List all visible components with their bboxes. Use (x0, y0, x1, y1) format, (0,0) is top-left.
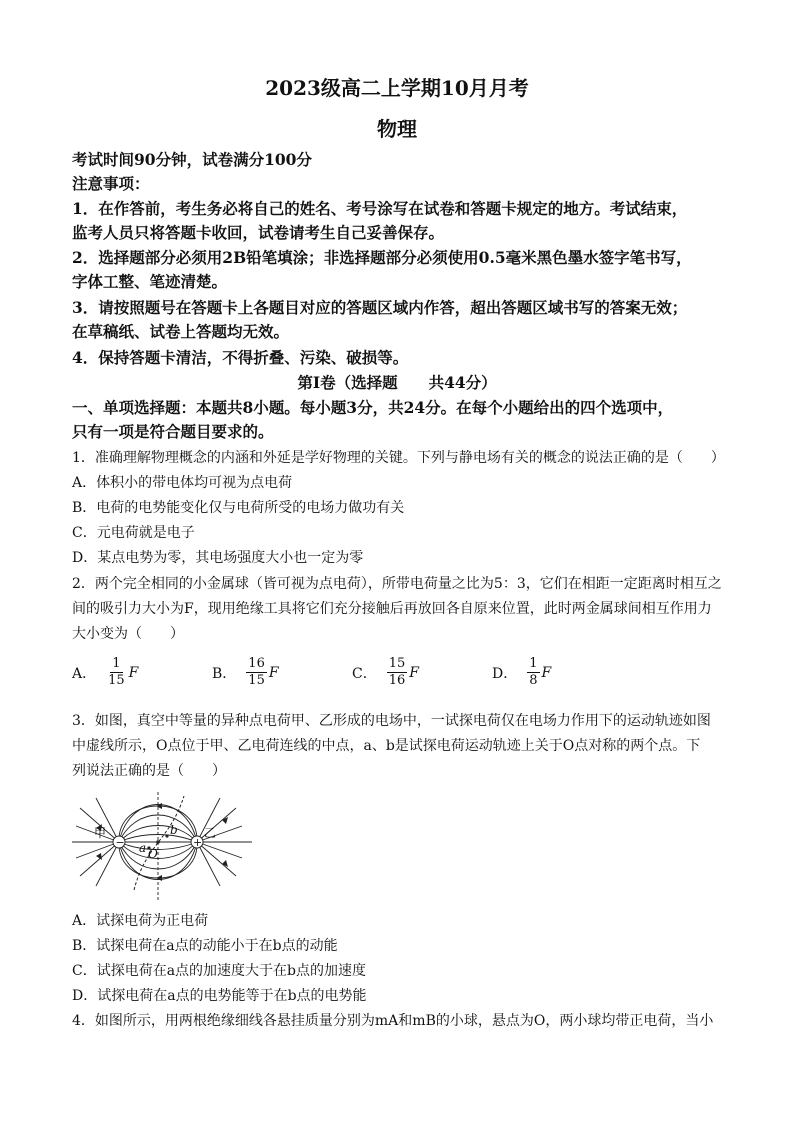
question-3-stem: 3．如图，真空中等量的异种点电荷甲、乙形成的电场中，一试探电荷仅在电场力作用下的运动轨迹如图 (72, 713, 711, 729)
notice-line: 2．选择题部分必须用2B铅笔填涂；非选择题部分必须使用0.5毫米黑色墨水签字笔书写， (72, 248, 692, 267)
option-label: B． (212, 665, 237, 682)
subject-title: 物理 (377, 117, 417, 141)
question-3-stem: 列说法正确的是（ ） (72, 763, 226, 779)
part1-heading: 第Ⅰ卷（选择题 共44分） (297, 373, 497, 392)
question-1-option-b: B．电荷的电势能变化仅与电荷所受的电场力做功有关 (72, 500, 405, 516)
denominator: 15 (108, 673, 125, 688)
fraction (387, 656, 408, 689)
question-1-option-a: A．体积小的带电体均可视为点电荷 (72, 475, 293, 491)
question-2-stem: 2．两个完全相同的小金属球（皆可视为点电荷），所带电荷量之比为5：3，它们在相距一定距离时相互之 (72, 576, 722, 592)
electric-field-diagram (72, 792, 262, 902)
notice-line: 3．请按照题号在答题卡上各题目对应的答题区域内作答，超出答题区域书写的答案无效； (72, 298, 688, 317)
section-instructions: 一、单项选择题：本题共8小题。每小题3分，共24分。在每个小题给出的四个选项中， (72, 398, 674, 417)
point-b-marker (165, 834, 168, 837)
fraction (246, 656, 267, 689)
question-2-option-d (492, 656, 551, 689)
numerator: 1 (529, 656, 538, 671)
field-line (197, 842, 236, 876)
notice-line: 4．保持答题卡清洁，不得折叠、污染、破损等。 (72, 348, 409, 367)
question-1-stem: 1．准确理解物理概念的内涵和外延是学好物理的关键。下列与静电场有关的概念的说法正确的是（ ） (72, 450, 725, 466)
question-2-option-a (72, 656, 138, 689)
denominator: 8 (529, 673, 538, 688)
fraction (527, 656, 539, 689)
question-1-option-c: C．元电荷就是电子 (72, 525, 195, 541)
exam-title: 2023级高二上学期10月月考 (265, 76, 529, 100)
option-label: C． (352, 665, 377, 682)
denominator: 16 (388, 673, 406, 688)
numerator: 15 (388, 656, 406, 671)
force-symbol: F (268, 664, 279, 681)
denominator: 15 (248, 673, 265, 688)
question-3-option-a: A．试探电荷为正电荷 (72, 913, 209, 929)
option-label: A． (72, 665, 97, 682)
notice-line: 在草稿纸、试卷上答题均无效。 (72, 322, 290, 341)
label-o: O (148, 847, 158, 861)
label-b: b (170, 823, 178, 837)
charge-sign-negative: − (115, 836, 125, 849)
numerator: 1 (112, 656, 121, 671)
force-symbol: F (128, 664, 139, 681)
force-symbol: F (541, 664, 552, 681)
question-3-option-d: D．试探电荷在a点的电势能等于在b点的电势能 (72, 988, 367, 1004)
notice-line: 字体工整、笔迹清楚。 (72, 272, 228, 291)
question-3-stem: 中虚线所示，O点位于甲、乙电荷连线的中点，a、b是试探电荷运动轨迹上关于O点对称的两个点。下 (72, 738, 701, 754)
field-line (80, 842, 119, 876)
question-4-stem: 4．如图所示，用两根绝缘细线各悬挂质量分别为mA和mB的小球，悬点为O，两小球均带正电荷，当小 (72, 1013, 714, 1029)
question-2-stem: 大小变为（ ） (72, 626, 184, 642)
notice-line: 监考人员只将答题卡收回，试卷请考生自己妥善保存。 (72, 223, 445, 242)
question-2-option-b (212, 656, 279, 689)
arrowhead (156, 875, 162, 881)
label-yi: 乙 (204, 826, 217, 840)
fraction (106, 656, 127, 689)
point-o (156, 840, 160, 844)
question-2-option-c (352, 656, 419, 689)
field-line (197, 808, 236, 842)
notice-heading: 注意事项： (72, 174, 150, 193)
charge-sign-positive: + (193, 836, 203, 849)
notice-line: 1．在作答前，考生务必将自己的姓名、考号涂写在试卷和答题卡规定的地方。考试结束， (72, 199, 688, 218)
option-label: D． (492, 665, 518, 682)
label-jia: 甲 (94, 826, 107, 840)
numerator: 16 (248, 656, 265, 671)
section-instructions: 只有一项是符合题目要求的。 (72, 422, 274, 441)
arrowhead (156, 803, 162, 809)
question-1-option-d: D．某点电势为零，其电场强度大小也一定为零 (72, 550, 364, 566)
force-symbol: F (409, 664, 419, 681)
question-3-option-c: C．试探电荷在a点的加速度大于在b点的加速度 (72, 963, 367, 979)
label-a: a (139, 841, 147, 855)
question-2-stem: 间的吸引力大小为F，现用绝缘工具将它们充分接触后再放回各自原来位置，此时两金属球间相互作用力 (72, 601, 712, 617)
question-3-option-b: B．试探电荷在a点的动能小于在b点的动能 (72, 938, 338, 954)
exam-time-score: 考试时间90分钟，试卷满分100分 (72, 150, 312, 169)
